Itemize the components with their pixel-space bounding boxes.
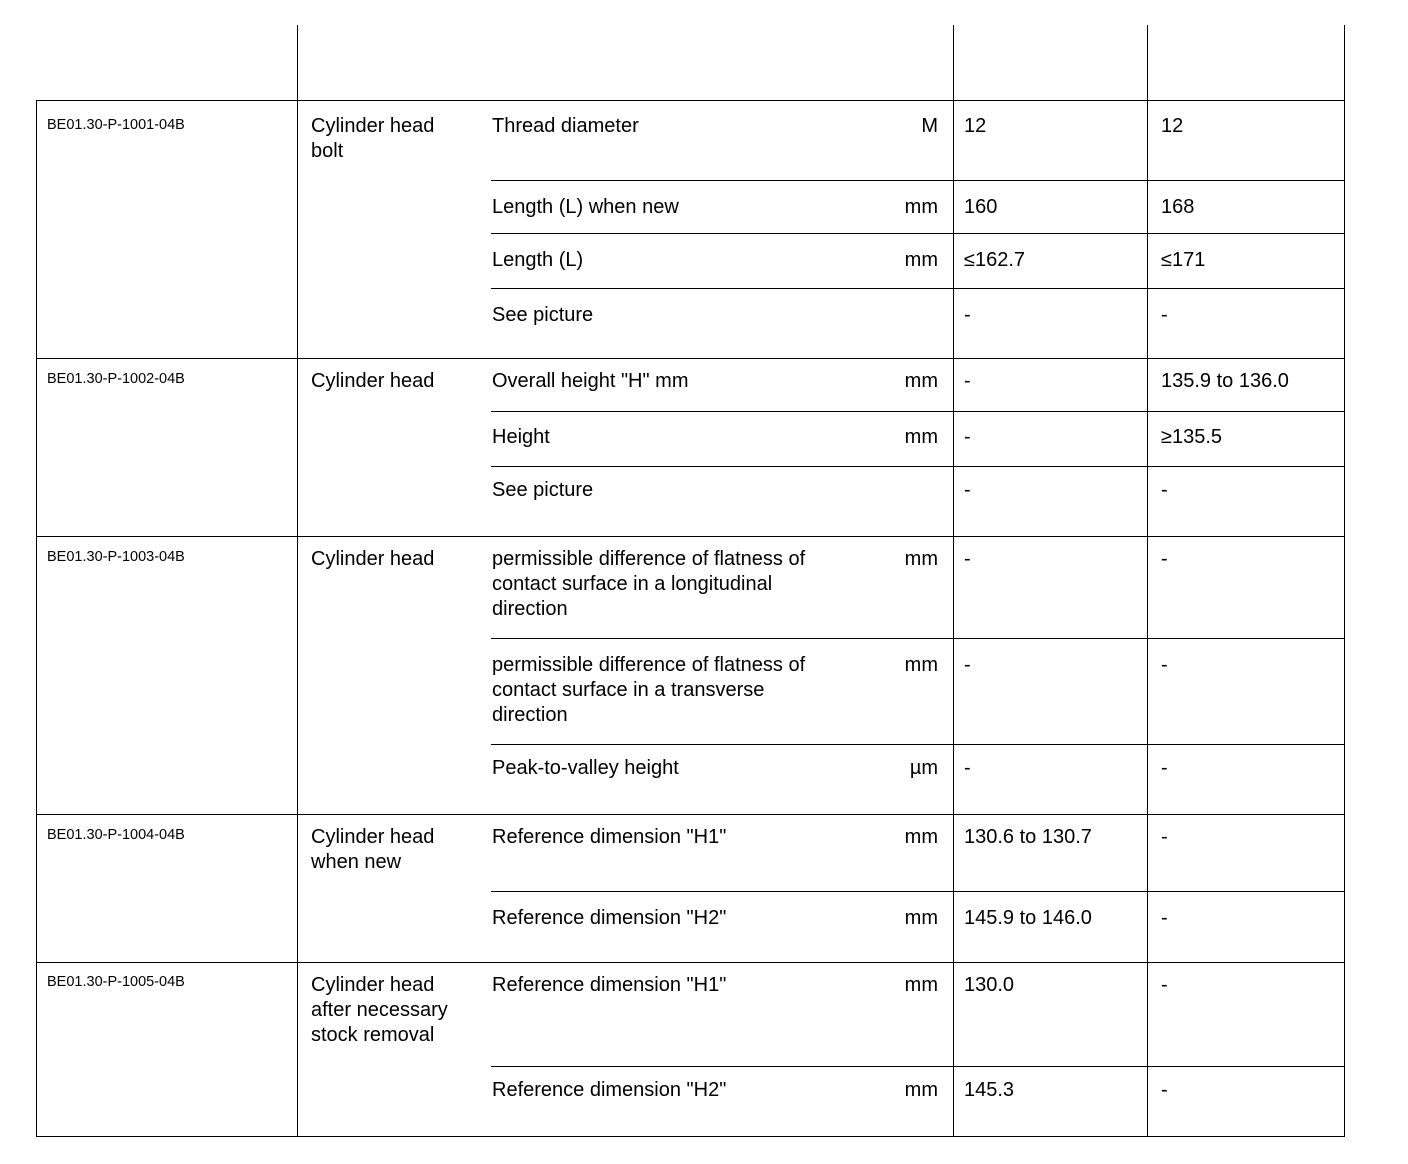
grid-line	[36, 962, 1345, 963]
value-column-1: -	[964, 757, 971, 779]
grid-line	[953, 25, 954, 1137]
value-column-2: -	[1161, 974, 1168, 996]
value-column-2: 135.9 to 136.0	[1161, 370, 1289, 392]
grid-line	[491, 288, 1345, 289]
parameter-description: Reference dimension "H2"	[492, 907, 727, 929]
value-column-1: 130.6 to 130.7	[964, 826, 1092, 848]
value-column-1: -	[964, 426, 971, 448]
parameter-unit: mm	[904, 654, 938, 676]
parameter-description: Reference dimension "H1"	[492, 974, 727, 996]
value-column-1: -	[964, 479, 971, 501]
value-column-1: 12	[964, 115, 987, 137]
value-column-2: ≤171	[1161, 249, 1206, 271]
parameter-description: Reference dimension "H2"	[492, 1079, 727, 1101]
value-column-2: -	[1161, 548, 1168, 570]
grid-line	[491, 233, 1345, 234]
test-code: BE01.30-P-1004-04B	[47, 827, 185, 843]
value-column-2: -	[1161, 304, 1168, 326]
value-column-1: -	[964, 370, 971, 392]
parameter-unit: mm	[904, 974, 938, 996]
value-column-2: -	[1161, 1079, 1168, 1101]
grid-line	[491, 411, 1345, 412]
test-code: BE01.30-P-1003-04B	[47, 549, 185, 565]
parameter-unit: mm	[904, 426, 938, 448]
grid-line	[36, 1136, 1345, 1137]
grid-line	[491, 180, 1345, 181]
value-column-1: 145.3	[964, 1079, 1015, 1101]
grid-line	[491, 891, 1345, 892]
component-name: Cylinder head	[311, 370, 435, 392]
parameter-description: Height	[492, 426, 550, 448]
parameter-unit: mm	[904, 826, 938, 848]
parameter-description: See picture	[492, 479, 594, 501]
component-name: Cylinder head after necessary stock removal	[311, 974, 448, 1046]
value-column-1: -	[964, 304, 971, 326]
test-code: BE01.30-P-1005-04B	[47, 974, 185, 990]
grid-line	[491, 466, 1345, 467]
parameter-unit: µm	[909, 757, 938, 779]
component-name: Cylinder head	[311, 548, 435, 570]
parameter-description: permissible difference of flatness of contact surface in a transverse direction	[492, 654, 806, 726]
value-column-1: 145.9 to 146.0	[964, 907, 1092, 929]
value-column-2: -	[1161, 757, 1168, 779]
value-column-1: 160	[964, 196, 998, 218]
grid-line	[491, 1066, 1345, 1067]
parameter-description: Overall height "H" mm	[492, 370, 689, 392]
grid-line	[36, 358, 1345, 359]
grid-line	[491, 744, 1345, 745]
grid-line	[36, 100, 1345, 101]
grid-line	[1344, 25, 1345, 1137]
parameter-unit: mm	[904, 548, 938, 570]
grid-line	[1147, 25, 1148, 1137]
value-column-1: -	[964, 654, 971, 676]
test-code: BE01.30-P-1001-04B	[47, 117, 185, 133]
parameter-description: Length (L) when new	[492, 196, 679, 218]
value-column-2: -	[1161, 826, 1168, 848]
value-column-1: -	[964, 548, 971, 570]
component-name: Cylinder head bolt	[311, 115, 435, 162]
value-column-1: ≤162.7	[964, 249, 1026, 271]
grid-line	[491, 638, 1345, 639]
parameter-unit: mm	[904, 1079, 938, 1101]
parameter-unit: mm	[904, 907, 938, 929]
grid-line	[297, 25, 298, 1137]
parameter-unit: M	[921, 115, 938, 137]
parameter-unit: mm	[904, 370, 938, 392]
value-column-1: 130.0	[964, 974, 1015, 996]
grid-line	[36, 814, 1345, 815]
parameter-unit: mm	[904, 249, 938, 271]
value-column-2: ≥135.5	[1161, 426, 1223, 448]
test-code: BE01.30-P-1002-04B	[47, 371, 185, 387]
parameter-description: Peak-to-valley height	[492, 757, 679, 779]
grid-line	[36, 536, 1345, 537]
parameter-description: Reference dimension "H1"	[492, 826, 727, 848]
parameter-description: Thread diameter	[492, 115, 639, 137]
value-column-2: -	[1161, 479, 1168, 501]
grid-line	[36, 100, 37, 1137]
parameter-description: permissible difference of flatness of contact surface in a longitudinal direction	[492, 548, 806, 620]
parameter-unit: mm	[904, 196, 938, 218]
parameter-description: Length (L)	[492, 249, 584, 271]
value-column-2: 12	[1161, 115, 1184, 137]
parameter-description: See picture	[492, 304, 594, 326]
value-column-2: -	[1161, 654, 1168, 676]
value-column-2: 168	[1161, 196, 1195, 218]
component-name: Cylinder head when new	[311, 826, 435, 873]
value-column-2: -	[1161, 907, 1168, 929]
